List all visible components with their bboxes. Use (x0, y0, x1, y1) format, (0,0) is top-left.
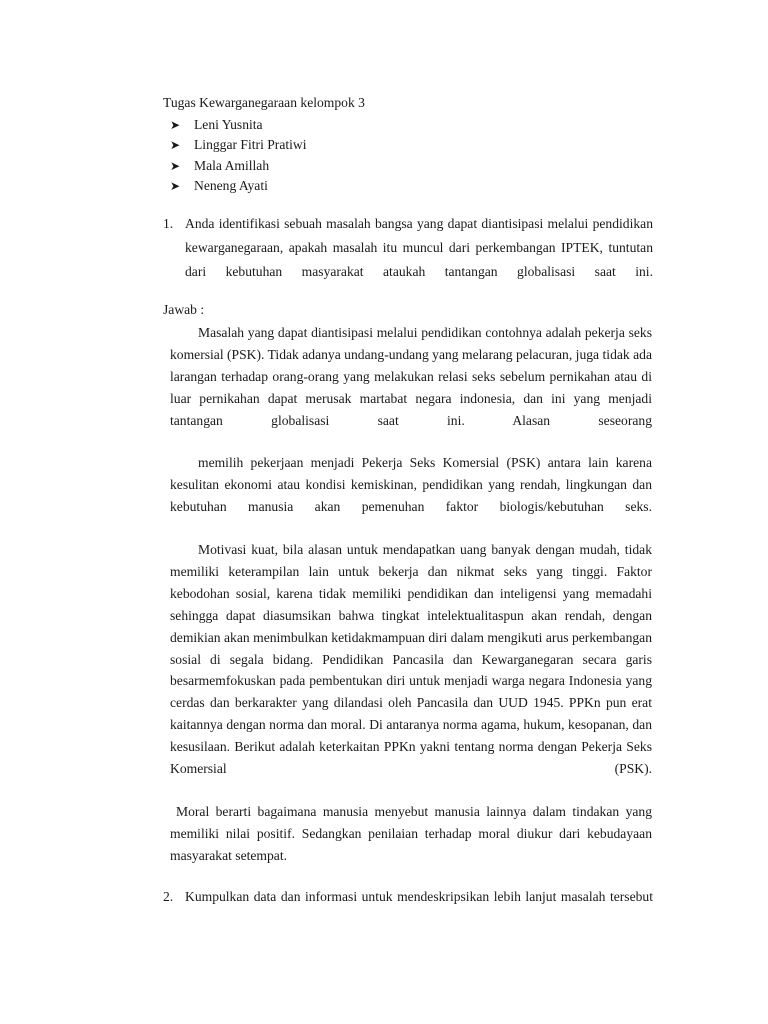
list-item (170, 156, 307, 176)
member-name: Neneng Ayati (194, 178, 268, 194)
list-item (170, 135, 307, 155)
answer-paragraph: memilih pekerjaan menjadi Pekerja Seks Komersial (PSK) antara lain karena kesulitan ekonomi atau kondisi kemiskinan, pendidikan yang rendah, lingkungan dan kebutuhan manusia akan pemenuhan faktor biologis/kebutuhan seks. (170, 455, 652, 514)
member-name: Linggar Fitri Pratiwi (194, 137, 307, 153)
arrow-bullet-icon: ➤ (170, 138, 181, 153)
member-list (170, 115, 307, 197)
answer-paragraph: Masalah yang dapat diantisipasi melalui pendidikan contohnya adalah pekerja seks komersial (PSK). Tidak adanya undang-undang yang melarang pelacuran, juga tidak ada larangan terhadap orang-orang yang melakukan relasi seks sebelum pernikahan atau di luar pernikahan dapat merusak martabat negara indonesia, dan ini yang menjadi tantangan globalisasi saat ini. Alasan seseorang (170, 325, 652, 428)
document-title: Tugas Kewarganegaraan kelompok 3 (163, 95, 365, 110)
arrow-bullet-icon: ➤ (170, 179, 181, 194)
question-text: Kumpulkan data dan informasi untuk mendeskripsikan lebih lanjut masalah tersebut (185, 889, 653, 904)
answer-label: Jawab : (163, 302, 205, 317)
list-item (170, 176, 307, 196)
answer-paragraph: Moral berarti bagaimana manusia menyebut manusia lainnya dalam tindakan yang memiliki nilai positif. Sedangkan penilaian terhadap moral diukur dari kebudayaan masyarakat setempat. (170, 804, 652, 863)
question-1 (163, 212, 653, 308)
answer-paragraph: Motivasi kuat, bila alasan untuk mendapatkan uang banyak dengan mudah, tidak memiliki keterampilan lain untuk bekerja dan nikmat seks yang tinggi. Faktor kebodohan sosial, karena tidak memiliki pendidikan dan inteligensi yang memadahi sehingga dapat diasumsikan bahwa tingkat intelektualitaspun akan rendah, dengan demikian akan menimbulkan ketidakmampuan diri dalam mengikuti arus perkembangan sosial di segala bidang. Pendidikan Pancasila dan Kewarganegaran secara garis besarmemfokuskan pada pembentukan diri untuk menjadi warga negara Indonesia yang cerdas dan berkarakter yang dilandasi oleh Pancasila dan UUD 1945. PPKn pun erat kaitannya dengan norma dan moral. Di antaranya norma agama, hukum, kesopanan, dan kesusilaan. Berikut adalah keterkaitan PPKn yakni tentang norma dengan Pekerja Seks Komersial (PSK). (170, 542, 652, 777)
question-text: Anda identifikasi sebuah masalah bangsa yang dapat diantisipasi melalui pendidikan kewarganegaraan, apakah masalah itu muncul dari perkembangan IPTEK, tuntutan dari kebutuhan masyarakat ataukah tantangan globalisasi saat ini. (185, 216, 653, 279)
question-number: 2. (163, 889, 174, 904)
arrow-bullet-icon: ➤ (170, 158, 181, 173)
list-item (170, 115, 307, 135)
question-2 (163, 885, 653, 933)
member-name: Leni Yusnita (194, 117, 263, 132)
question-number: 1. (163, 216, 174, 231)
arrow-bullet-icon: ➤ (170, 118, 181, 132)
member-name: Mala Amillah (194, 157, 270, 173)
